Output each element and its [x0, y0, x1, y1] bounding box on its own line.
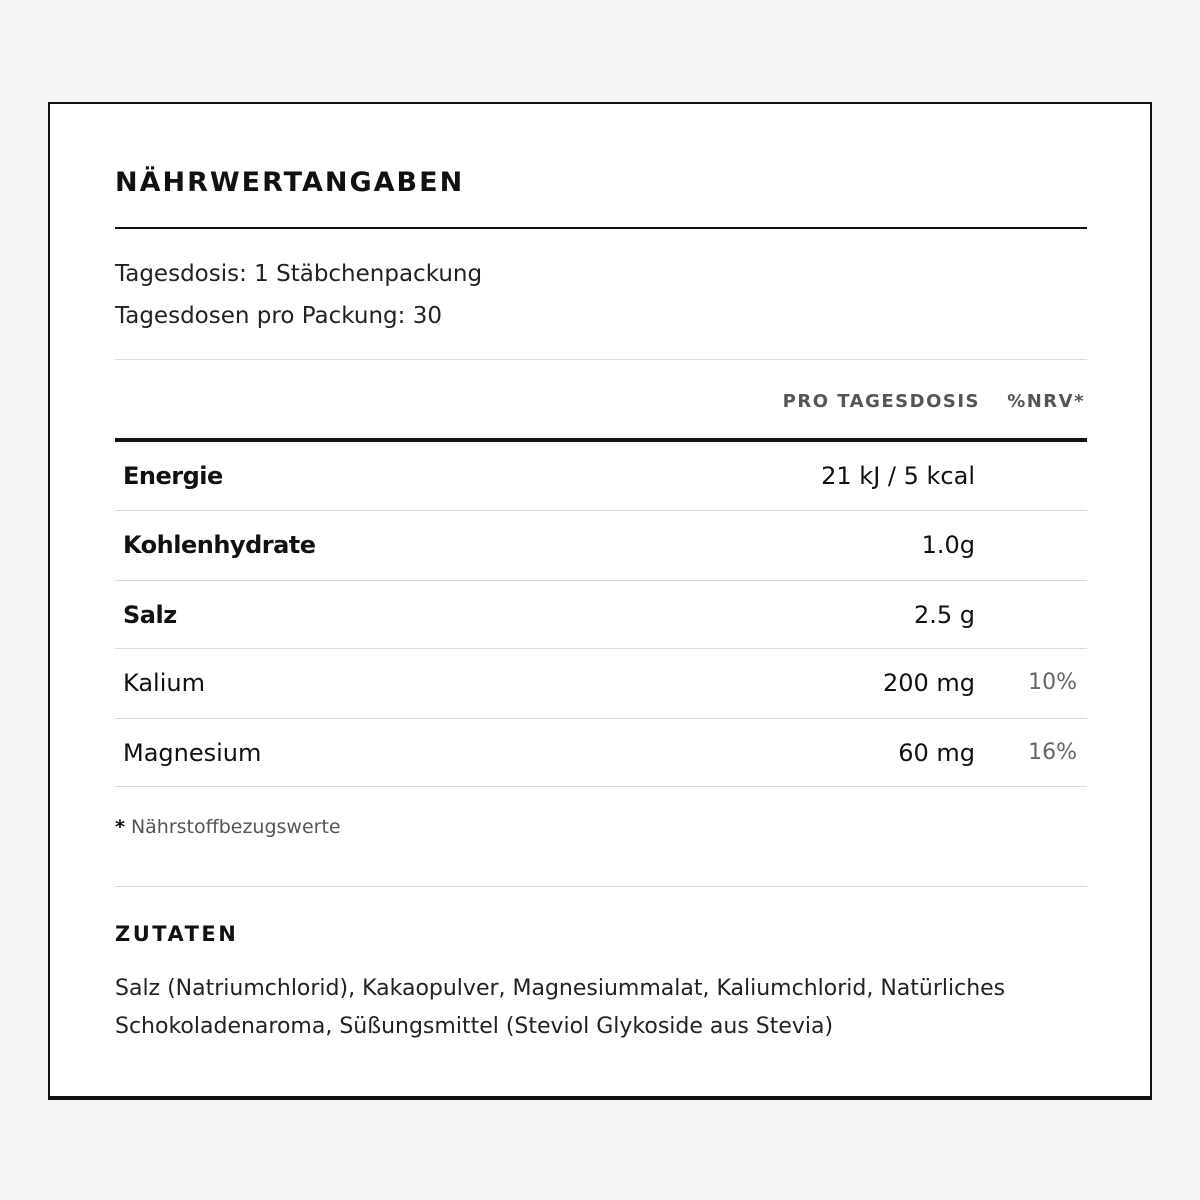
nutrient-amount: 1.0g — [921, 531, 975, 559]
nutrient-name: Kalium — [123, 669, 205, 697]
nutrient-amount: 60 mg — [898, 739, 975, 767]
column-header-nrv: %NRV* — [1007, 391, 1085, 412]
nutrient-name: Salz — [123, 601, 177, 629]
nutrient-name: Magnesium — [123, 739, 262, 767]
ingredients-title: ZUTATEN — [115, 922, 239, 946]
title-divider — [115, 227, 1087, 229]
nutrition-card — [48, 102, 1152, 1100]
ingredients-divider — [115, 886, 1087, 887]
row-divider — [115, 786, 1087, 787]
footnote-text: Nährstoffbezugswerte — [130, 816, 341, 838]
ingredients-text: Salz (Natriumchlorid), Kakaopulver, Magnesiummalat, Kaliumchlorid, Natürliches Schokoladenaroma, Süßungsmittel (Steviol Glykoside aus Stevia) — [115, 976, 1006, 1039]
table-row — [115, 511, 1087, 579]
servings-per-pack: Tagesdosen pro Packung: 30 — [115, 303, 442, 329]
footnote-asterisk: * — [115, 816, 125, 838]
nutrition-title: NÄHRWERTANGABEN — [115, 167, 465, 198]
nutrient-amount: 200 mg — [882, 669, 975, 697]
nutrient-amount: 21 kJ / 5 kcal — [821, 462, 975, 490]
nrv-footnote — [115, 814, 1087, 840]
nutrient-amount: 2.5 g — [913, 601, 975, 629]
nutrient-nrv: 16% — [1028, 740, 1077, 765]
table-row — [115, 442, 1087, 510]
serving-size: Tagesdosis: 1 Stäbchenpackung — [115, 261, 483, 287]
nutrient-name: Energie — [123, 462, 223, 490]
nutrient-nrv: 10% — [1028, 670, 1077, 695]
serving-divider — [115, 359, 1087, 360]
table-row — [115, 719, 1087, 787]
table-row — [115, 581, 1087, 649]
column-header-per-dose: PRO TAGESDOSIS — [782, 391, 980, 412]
nutrient-name: Kohlenhydrate — [123, 531, 316, 559]
table-row — [115, 649, 1087, 717]
